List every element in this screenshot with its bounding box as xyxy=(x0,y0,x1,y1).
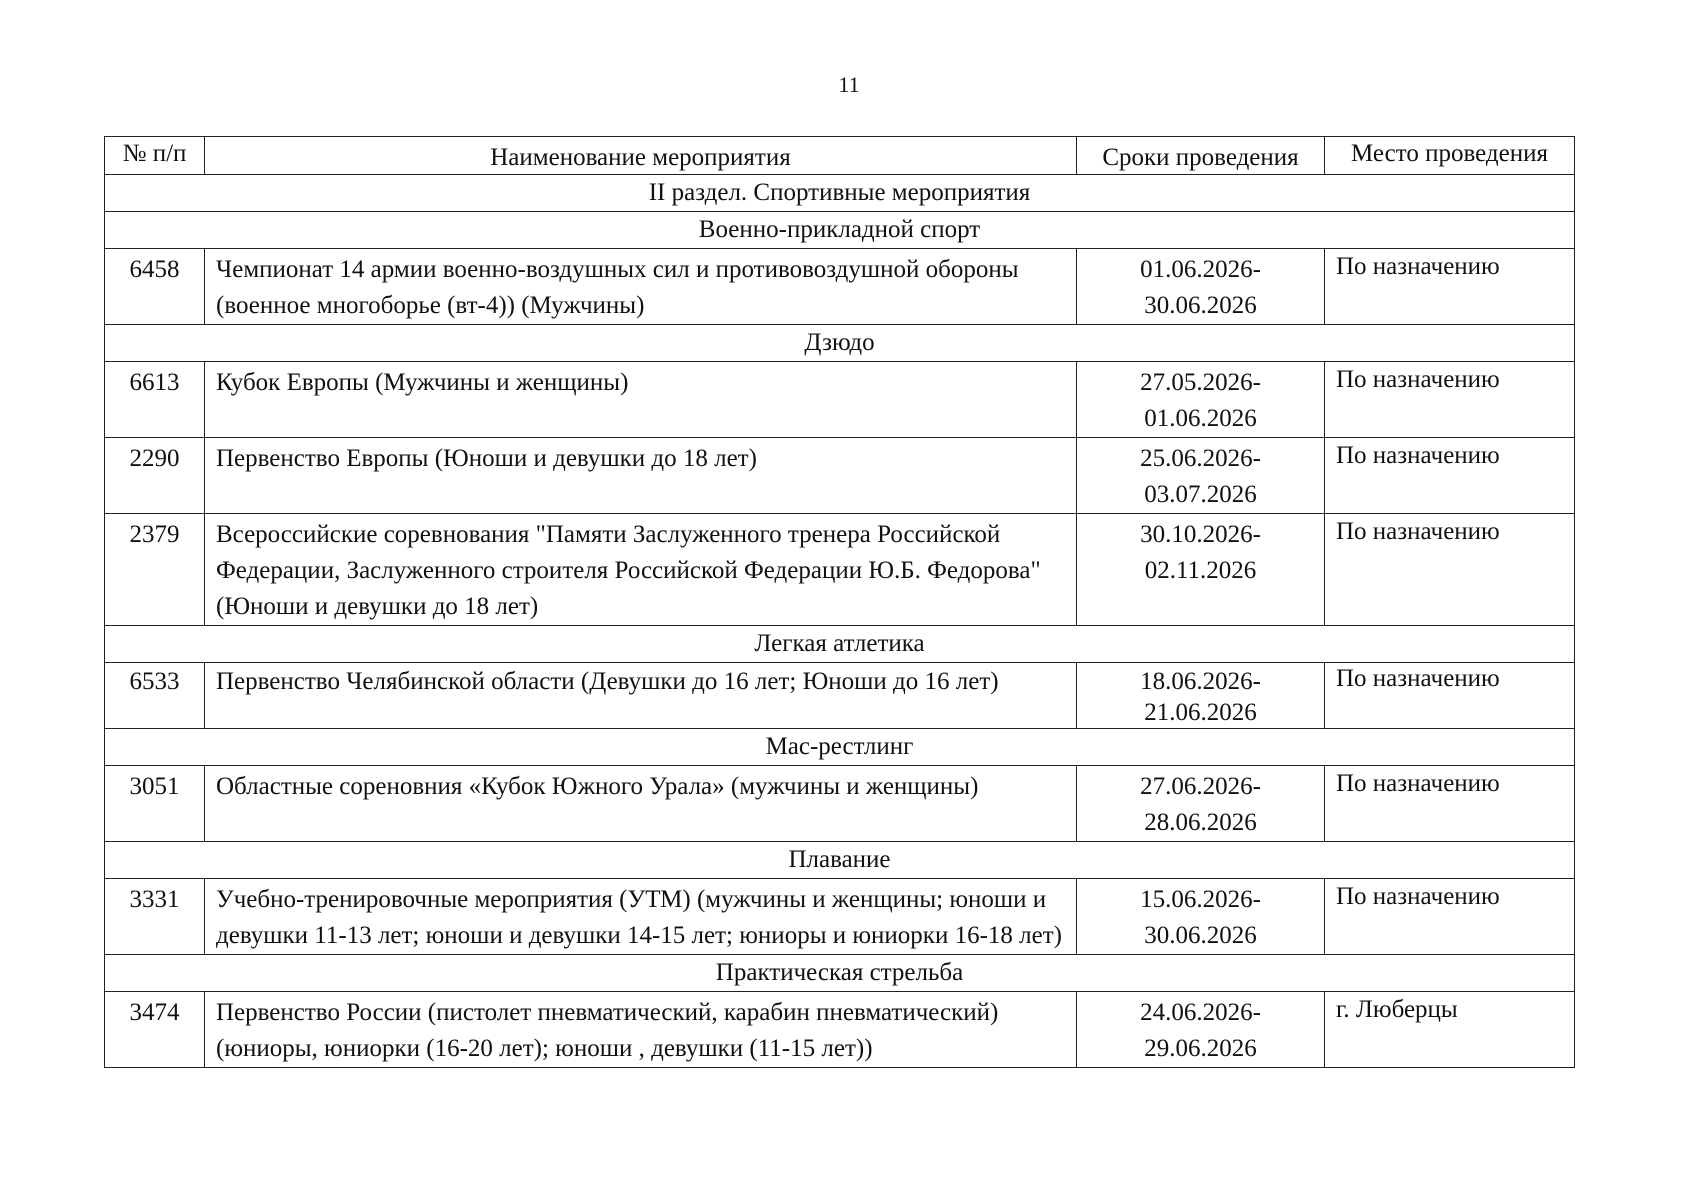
sport-title: Военно-прикладной спорт xyxy=(105,212,1575,249)
events-table xyxy=(104,136,1575,1068)
sport-row xyxy=(105,842,1575,879)
sport-title: Плавание xyxy=(105,842,1575,879)
page-number: 11 xyxy=(838,72,860,97)
event-num: 2379 xyxy=(105,514,205,626)
event-name: Всероссийские соревнования "Памяти Заслуженного тренера Российской Федерации, Заслуженного строителя Российской Федерации Ю.Б. Федорова" (Юноши и девушки до 18 лет) xyxy=(205,514,1077,626)
header-name: Наименование мероприятия xyxy=(205,137,1077,175)
event-dates: 15.06.2026- 30.06.2026 xyxy=(1077,879,1325,955)
event-num: 6613 xyxy=(105,362,205,438)
event-dates: 27.06.2026- 28.06.2026 xyxy=(1077,766,1325,842)
event-num: 3331 xyxy=(105,879,205,955)
sport-title: Мас-рестлинг xyxy=(105,729,1575,766)
table-row xyxy=(105,663,1575,729)
sport-title: Легкая атлетика xyxy=(105,626,1575,663)
sport-title: Практическая стрельба xyxy=(105,955,1575,992)
sport-row xyxy=(105,325,1575,362)
header-dates: Сроки проведения xyxy=(1077,137,1325,175)
event-name: Чемпионат 14 армии военно-воздушных сил и противовоздушной обороны (военное многоборье (вт-4)) (Мужчины) xyxy=(205,249,1077,325)
event-num: 2290 xyxy=(105,438,205,514)
event-place: По назначению xyxy=(1325,249,1575,325)
sport-title: Дзюдо xyxy=(105,325,1575,362)
event-name: Кубок Европы (Мужчины и женщины) xyxy=(205,362,1077,438)
event-place: По назначению xyxy=(1325,514,1575,626)
table-row xyxy=(105,992,1575,1068)
event-dates: 01.06.2026- 30.06.2026 xyxy=(1077,249,1325,325)
event-num: 3474 xyxy=(105,992,205,1068)
event-name: Первенство Челябинской области (Девушки до 16 лет; Юноши до 16 лет) xyxy=(205,663,1077,729)
table-row xyxy=(105,362,1575,438)
section-row xyxy=(105,175,1575,212)
event-name: Первенство России (пистолет пневматический, карабин пневматический) (юниоры, юниорки (16-20 лет); юноши , девушки (11-15 лет)) xyxy=(205,992,1077,1068)
sport-row xyxy=(105,729,1575,766)
sport-row xyxy=(105,626,1575,663)
header-num: № п/п xyxy=(105,137,205,175)
section-title: II раздел. Спортивные мероприятия xyxy=(105,175,1575,212)
sport-row xyxy=(105,212,1575,249)
event-place: По назначению xyxy=(1325,438,1575,514)
event-dates: 30.10.2026- 02.11.2026 xyxy=(1077,514,1325,626)
event-name: Первенство Европы (Юноши и девушки до 18 лет) xyxy=(205,438,1077,514)
event-place: По назначению xyxy=(1325,663,1575,729)
event-place: г. Люберцы xyxy=(1325,992,1575,1068)
table-row xyxy=(105,438,1575,514)
event-dates: 25.06.2026- 03.07.2026 xyxy=(1077,438,1325,514)
table-row xyxy=(105,249,1575,325)
event-place: По назначению xyxy=(1325,766,1575,842)
event-place: По назначению xyxy=(1325,362,1575,438)
event-num: 3051 xyxy=(105,766,205,842)
event-dates: 18.06.2026- 21.06.2026 xyxy=(1077,663,1325,729)
event-dates: 24.06.2026- 29.06.2026 xyxy=(1077,992,1325,1068)
header-place: Место проведения xyxy=(1325,137,1575,175)
event-num: 6458 xyxy=(105,249,205,325)
event-num: 6533 xyxy=(105,663,205,729)
table-row xyxy=(105,766,1575,842)
event-name: Областные сореновния «Кубок Южного Урала» (мужчины и женщины) xyxy=(205,766,1077,842)
table-header-row xyxy=(105,137,1575,175)
event-dates: 27.05.2026- 01.06.2026 xyxy=(1077,362,1325,438)
sport-row xyxy=(105,955,1575,992)
table-row xyxy=(105,879,1575,955)
event-place: По назначению xyxy=(1325,879,1575,955)
event-name: Учебно-тренировочные мероприятия (УТМ) (мужчины и женщины; юноши и девушки 11-13 лет; юноши и девушки 14-15 лет; юниоры и юниорки 16-18 лет) xyxy=(205,879,1077,955)
table-row xyxy=(105,514,1575,626)
